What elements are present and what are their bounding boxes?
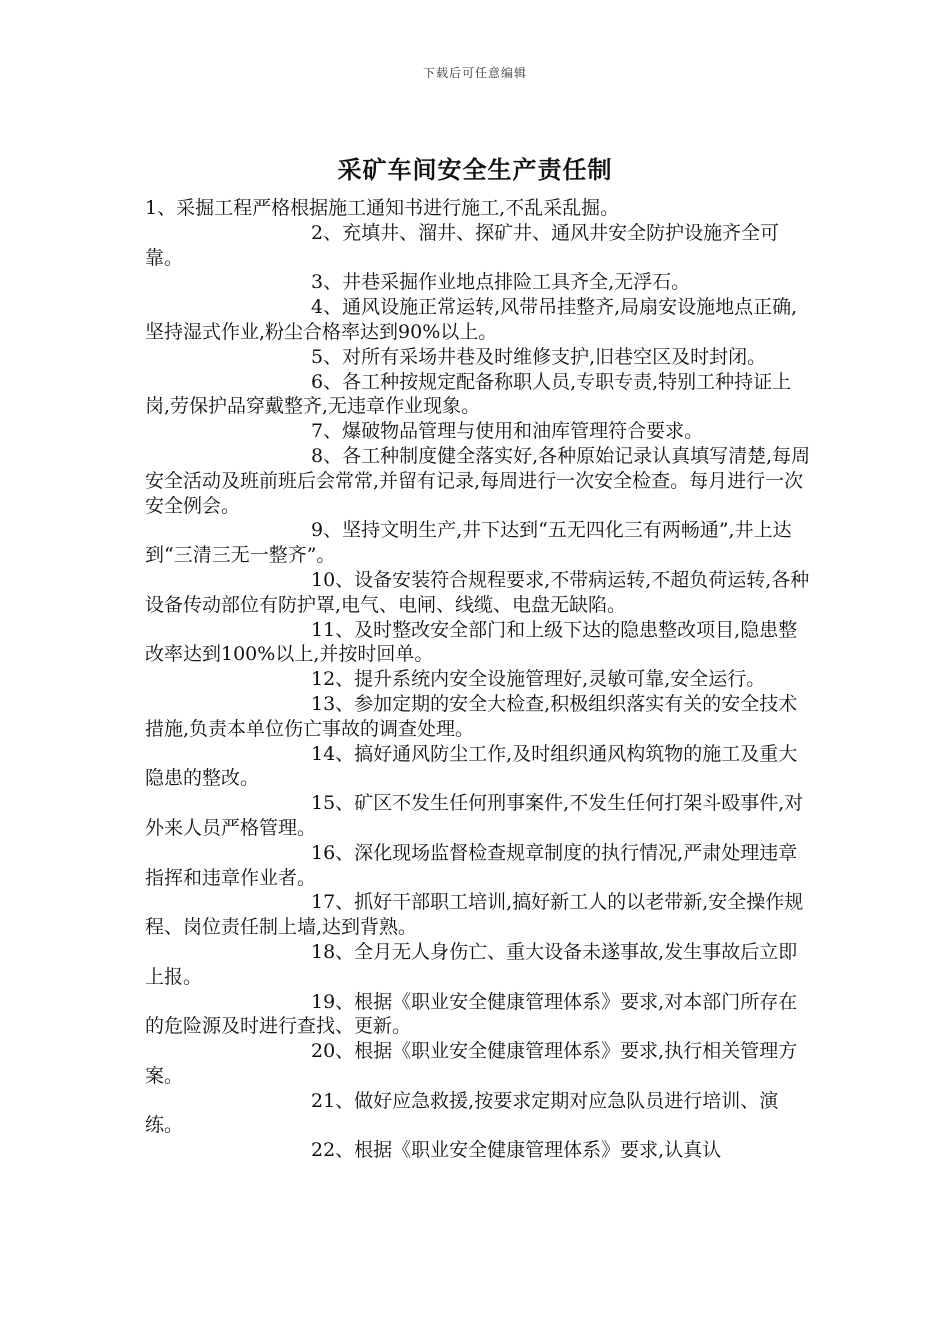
clause-9: 9、坚持文明生产,井下达到“五无四化三有两畅通”,井上达到“三清三无一整齐”。 [145,519,792,567]
document-body [145,196,813,1163]
clause-4: 4、通风设施正常运转,风带吊挂整齐,局扇安设施地点正确,坚持湿式作业,粉尘合格率达到90%以上。 [145,296,798,343]
clause-18: 18、全月无人身伤亡、重大设备未遂事故,发生事故后立即上报。 [145,940,798,988]
header-note: 下载后可任意编辑 [422,66,527,80]
clause-8: 8、各工种制度健全落实好,各种原始记录认真填写清楚,每周安全活动及班前班后会常常,并留有记录,每周进行一次安全检查。每月进行一次安全例会。 [145,444,811,517]
clause-10: 10、设备安装符合规程要求,不带病运转,不超负荷运转,各种设备传动部位有防护罩,电气、电闸、线缆、电盘无缺陷。 [145,568,810,616]
clause-5: 5、对所有采场井巷及时维修支护,旧巷空区及时封闭。 [311,345,767,368]
clause-2: 2、充填井、溜井、探矿井、通风井安全防护设施齐全可靠。 [145,221,780,269]
clause-20: 20、根据《职业安全健康管理体系》要求,执行相关管理方案。 [145,1040,798,1087]
clause-15: 15、矿区不发生任何刑事案件,不发生任何打架斗殴事件,对外来人员严格管理。 [145,792,804,839]
clause-11: 11、及时整改安全部门和上级下达的隐患整改项目,隐患整改率达到100%以上,并按时回单。 [145,618,798,666]
clause-19: 19、根据《职业安全健康管理体系》要求,对本部门所存在的危险源及时进行查找、更新。 [145,990,798,1038]
clause-12: 12、提升系统内安全设施管理好,灵敏可靠,安全运行。 [311,668,766,691]
clause-6: 6、各工种按规定配备称职人员,专职专责,特别工种持证上岗,劳保护品穿戴整齐,无违章作业现象。 [145,370,792,418]
clause-13: 13、参加定期的安全大检查,积极组织落实有关的安全技术措施,负责本单位伤亡事故的调查处理。 [145,692,798,740]
clause-16: 16、深化现场监督检查规章制度的执行情况,严肃处理违章指挥和违章作业者。 [145,841,798,889]
clause-22: 22、根据《职业安全健康管理体系》要求,认真认 [311,1139,722,1162]
clause-17: 17、抓好干部职工培训,搞好新工人的以老带新,安全操作规程、岗位责任制上墙,达到背熟。 [145,891,804,939]
clause-3: 3、井巷采掘作业地点排险工具齐全,无浮石。 [311,271,691,294]
document-title: 采矿车间安全生产责任制 [337,155,613,184]
clause-21: 21、做好应急救援,按要求定期对应急队员进行培训、演练。 [145,1089,779,1137]
clause-1: 1、采掘工程严格根据施工通知书进行施工,不乱采乱掘。 [145,197,620,219]
clause-14: 14、搞好通风防尘工作,及时组织通风构筑物的施工及重大隐患的整改。 [145,742,798,790]
clause-7: 7、爆破物品管理与使用和油库管理符合要求。 [311,420,704,443]
